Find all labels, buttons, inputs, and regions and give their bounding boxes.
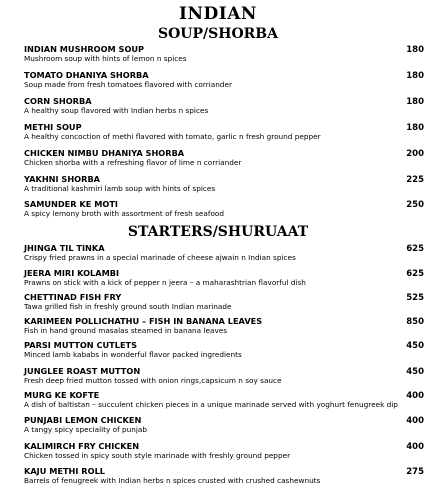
item-price: 180 (406, 71, 424, 81)
item-description: A spicy lemony broth with assortment of fresh seafood (24, 209, 225, 218)
item-price: 850 (406, 317, 424, 327)
menu-item (24, 268, 424, 294)
item-description: Soup made from fresh tomatoes flavored with corriander (24, 80, 233, 89)
item-price: 625 (406, 269, 424, 279)
item-price: 225 (406, 175, 424, 185)
item-description: Barrels of fenugreek with Indian herbs n spices crusted with crushed cashewnuts (24, 476, 321, 485)
menu-item (24, 466, 424, 492)
item-name: TOMATO DHANIYA SHORBA (24, 70, 149, 80)
item-price: 400 (406, 416, 424, 426)
item-description: A healthy soup flavored with Indian herbs n spices (24, 106, 209, 115)
item-price: 400 (406, 391, 424, 401)
item-price: 625 (406, 244, 424, 254)
item-price: 450 (406, 367, 424, 377)
item-description: Prawns on stick with a kick of pepper n jeera – a maharashtrian flavorful dish (24, 278, 306, 287)
menu-item (24, 316, 424, 342)
menu-item (24, 70, 424, 96)
item-price: 180 (406, 123, 424, 133)
menu-item (24, 340, 424, 366)
item-price: 180 (406, 45, 424, 55)
item-price: 400 (406, 442, 424, 452)
item-description: Chicken tossed in spicy south style marinade with freshly ground pepper (24, 451, 291, 460)
item-name: CORN SHORBA (24, 96, 92, 106)
menu-item (24, 292, 424, 318)
item-description: A traditional kashmiri lamb soup with hints of spices (24, 184, 216, 193)
item-name: PUNJABI LEMON CHICKEN (24, 415, 142, 425)
menu-item (24, 199, 424, 225)
item-name: INDIAN MUSHROOM SOUP (24, 44, 145, 54)
item-description: A dish of baltistan – succulent chicken pieces in a unique marinade served with yoghurt fenugreek dip (24, 400, 398, 409)
item-description: Tawa grilled fish in freshly ground south Indian marinade (24, 302, 232, 311)
menu-item (24, 148, 424, 174)
item-name: JUNGLEE ROAST MUTTON (24, 366, 141, 376)
item-description: A tangy spicy speciality of punjab (24, 425, 147, 434)
item-name: CHETTINAD FISH FRY (24, 292, 122, 302)
item-name: METHI SOUP (24, 122, 82, 132)
item-description: Chicken shorba with a refreshing flavor of lime n corriander (24, 158, 242, 167)
item-name: KARIMEEN POLLICHATHU – FISH IN BANANA LEAVES (24, 316, 263, 326)
menu-item (24, 441, 424, 467)
item-name: KALIMIRCH FRY CHICKEN (24, 441, 140, 451)
menu-item (24, 366, 424, 392)
item-description: Minced lamb kababs in wonderful flavor packed ingredients (24, 350, 242, 359)
section-heading-soup: SOUP/SHORBA (157, 26, 279, 42)
section-heading-starters: STARTERS/SHURUAAT (127, 224, 309, 240)
menu-title: INDIAN (179, 4, 257, 24)
item-price: 180 (406, 97, 424, 107)
item-name: CHICKEN NIMBU DHANIYA SHORBA (24, 148, 185, 158)
menu-item (24, 122, 424, 148)
item-name: YAKHNI SHORBA (24, 174, 101, 184)
item-description: A healthy concoction of methi flavored with tomato, garlic n fresh ground pepper (24, 132, 321, 141)
menu-item (24, 390, 424, 416)
item-name: MURG KE KOFTE (24, 390, 100, 400)
menu-item (24, 415, 424, 441)
item-description: Crispy fried prawns in a special marinade of cheese ajwain n Indian spices (24, 253, 296, 262)
item-name: KAJU METHI ROLL (24, 466, 105, 476)
menu-item (24, 174, 424, 200)
item-description: Fresh deep fried mutton tossed with onion rings,capsicum n soy sauce (24, 376, 282, 385)
item-price: 250 (406, 200, 424, 210)
item-description: Mushroom soup with hints of lemon n spices (24, 54, 187, 63)
item-price: 525 (406, 293, 424, 303)
item-name: SAMUNDER KE MOTI (24, 199, 118, 209)
menu-item (24, 96, 424, 122)
menu-item (24, 243, 424, 269)
item-description: Fish in hand ground masalas steamed in banana leaves (24, 326, 228, 335)
item-name: PARSI MUTTON CUTLETS (24, 340, 138, 350)
item-name: JEERA MIRI KOLAMBI (24, 268, 120, 278)
item-price: 450 (406, 341, 424, 351)
item-price: 275 (406, 467, 424, 477)
item-name: JHINGA TIL TINKA (24, 243, 105, 253)
menu-item (24, 44, 424, 70)
item-price: 200 (406, 149, 424, 159)
